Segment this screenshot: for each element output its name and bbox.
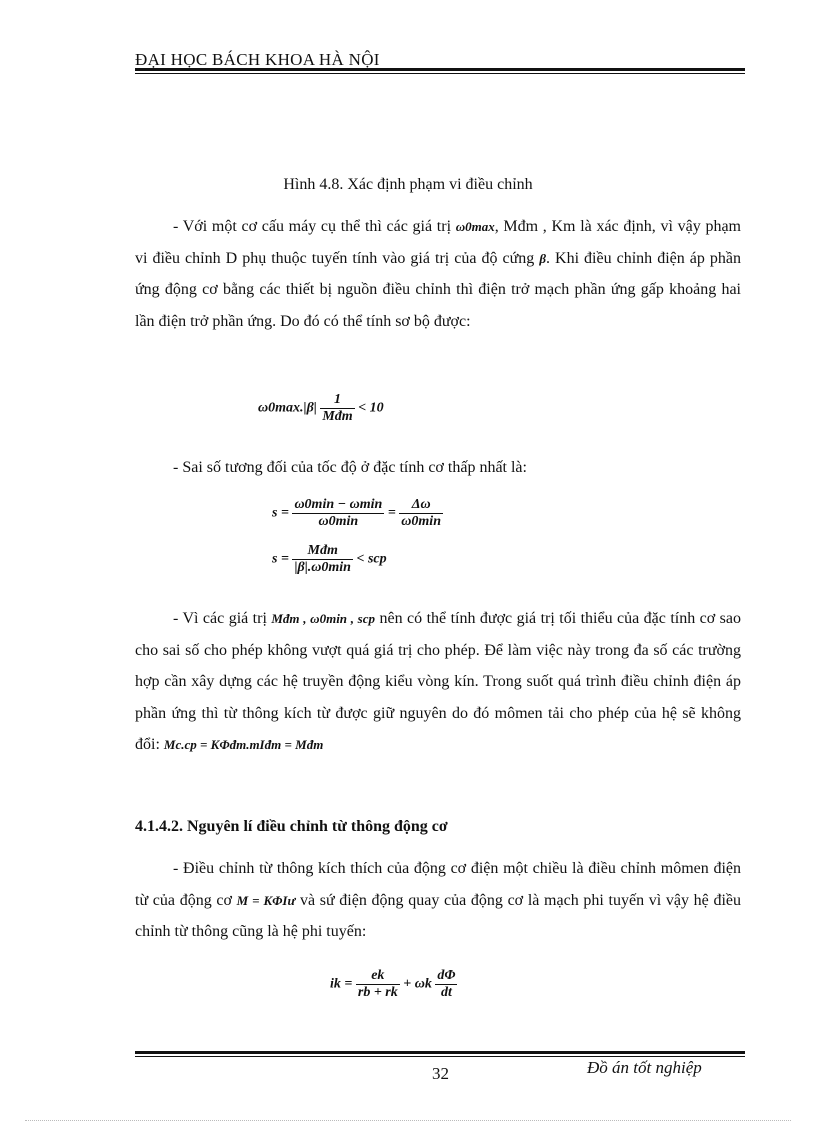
eq2-numerator-2: Δω: [399, 497, 443, 514]
footer-rule-thick: [135, 1051, 745, 1054]
p3-values: Mđm , ω0min , scp: [271, 611, 376, 626]
eq5-fraction-1: [356, 968, 400, 1001]
eq1-right: < 10: [358, 400, 384, 416]
beta-symbol: β: [539, 250, 546, 266]
p3-text-a: - Vì các giá trị: [173, 610, 267, 627]
section-heading: 4.1.4.2. Nguyên lí điều chỉnh từ thông động cơ: [135, 818, 448, 835]
eq5-plus: + ωk: [403, 976, 432, 992]
equation-5: [330, 968, 457, 1001]
equation-2: [272, 497, 443, 530]
paragraph-2: - Sai số tương đối của tốc độ ở đặc tính cơ thấp nhất là:: [173, 459, 527, 476]
eq3-fraction: [292, 543, 353, 576]
page-bottom-divider: [25, 1120, 791, 1121]
eq3-right: < scp: [356, 551, 387, 567]
paragraph-1: [135, 211, 741, 337]
p1-text-c: . Khi điều chỉnh điện áp phần ứng động cơ bằng các thiết bị nguồn điều chỉnh thì điện trở mạch phần ứng gấp khoảng hai lần điện trở phần ứng. Do đó có thể tính sơ bộ được:: [135, 249, 742, 330]
p4-text-a: - Điều chỉnh từ thông kích thích của động cơ điện một chiều là điều chỉnh mômen điện từ của động cơ: [135, 860, 741, 909]
p1-text-a: - Với một cơ cấu máy cụ thể thì các giá trị: [173, 218, 452, 235]
eq1-left: ω0max.|β|: [258, 400, 317, 416]
footer-title: Đồ án tốt nghiệp: [587, 1058, 702, 1077]
eq5-left: ik =: [330, 976, 353, 992]
p1-text-b: , Mđm , Km là xác định, vì vậy phạm vi điều chỉnh D phụ thuộc tuyến tính vào giá trị của độ cứng: [135, 218, 741, 267]
eq3-left: s =: [272, 551, 289, 567]
eq1-numerator: 1: [320, 392, 354, 409]
paragraph-3: [135, 603, 741, 761]
eq2-numerator: ω0min − ωmin: [294, 497, 383, 512]
inline-torque-formula: M = KΦIư: [236, 892, 296, 908]
omega0max-symbol: ω0max: [455, 219, 495, 234]
eq2-denominator-2: ω0min: [401, 514, 441, 529]
eq2-equals: =: [387, 505, 396, 521]
page-number: 32: [432, 1064, 449, 1083]
eq2-fraction-1: [292, 497, 384, 530]
eq2-fraction-2: [399, 497, 443, 530]
eq1-denominator: Mđm: [322, 409, 353, 424]
figure-caption: Hình 4.8. Xác định phạm vi điều chỉnh: [283, 176, 533, 193]
header-institution: ĐẠI HỌC BÁCH KHOA HÀ NỘI: [135, 50, 380, 69]
footer-rule-thin: [135, 1056, 745, 1057]
equation-4: Mc.cp = KΦđm.mIđm = Mđm: [163, 737, 324, 752]
equation-1: [258, 392, 384, 425]
p4-text-b: và sứ điện động quay của động cơ là mạch phi tuyến vì vậy hệ điều chỉnh từ thông cũng là hệ phi tuyến:: [135, 891, 742, 940]
eq5-fraction-2: [435, 968, 457, 1001]
p3-text-b: nên có thể tính được giá trị tối thiểu của đặc tính cơ sao cho sai số cho phép không vượt quá giá trị cho phép. Để làm việc này trong đa số các trường hợp cần xây dựng các hệ truyền động kiểu vòng kín. Trong suốt quá trình điều chỉnh điện áp phần ứng thì từ thông kích từ được giữ nguyên do đó mômen tải cho phép của hệ sẽ không đổi:: [135, 610, 742, 753]
eq5-denominator-2: dt: [440, 985, 452, 1000]
eq5-numerator-2: dΦ: [437, 968, 456, 983]
eq2-left: s =: [272, 505, 289, 521]
eq2-denominator: ω0min: [318, 514, 359, 529]
header-rule-thick: [135, 68, 745, 71]
eq3-numerator: Mđm: [292, 543, 353, 560]
header-rule-thin: [135, 73, 745, 74]
eq5-denominator: rb + rk: [357, 985, 398, 1000]
equation-3: [272, 543, 387, 576]
eq1-fraction: [320, 392, 354, 425]
paragraph-4: [135, 853, 741, 948]
eq3-denominator: |β|.ω0min: [294, 560, 351, 575]
eq5-numerator: ek: [356, 968, 400, 985]
